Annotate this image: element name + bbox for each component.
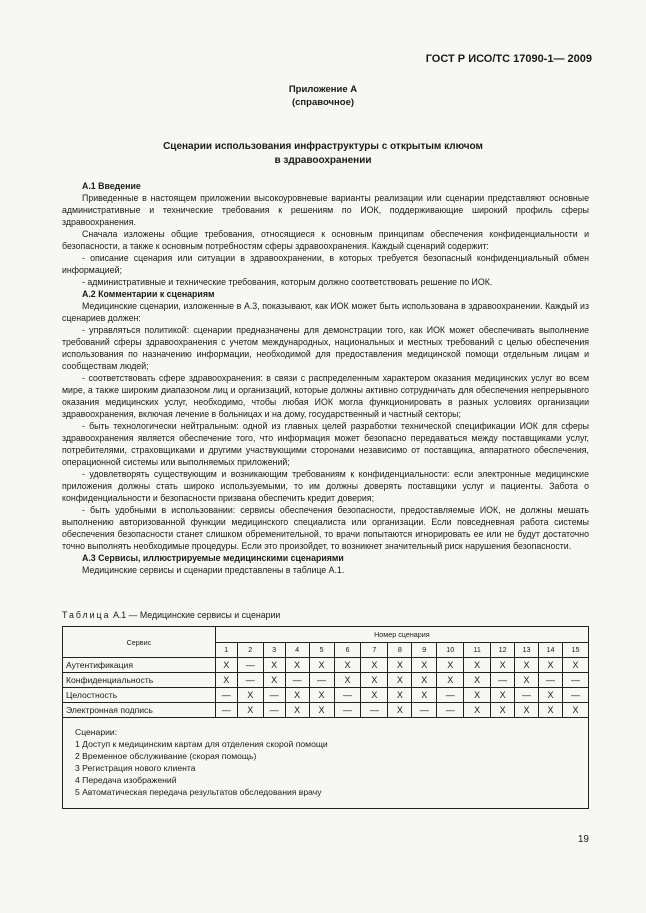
table-body (63, 658, 589, 809)
table-cell: — (263, 688, 285, 703)
scenario-number: 2 (237, 642, 263, 658)
paragraph: - быть удобными в использовании: сервисы обеспечения безопасности, предоставляемые ИОК, не должны мешать выполнению авторизованной функции медицинского специалиста или организации. Если повседневная работа системы обеспечения безопасности станет слишком обременительной, то врачи попытаются игнорировать ее или не будут достаточно точно выполнять необходимые процедуры. Если это произойдет, то возникнет значительный риск нарушения безопасности. (62, 505, 589, 551)
service-name: Целостность (63, 688, 216, 703)
body-text (62, 180, 589, 576)
table-cell: X (562, 703, 588, 718)
service-name: Электронная подпись (63, 703, 216, 718)
table-cell: X (464, 688, 491, 703)
table-cell: X (388, 673, 412, 688)
table-cell: X (334, 658, 361, 673)
table-cell: — (412, 703, 437, 718)
table-cell: — (515, 688, 539, 703)
scenario-number: 8 (388, 642, 412, 658)
table-cell: X (285, 703, 309, 718)
table-cell: X (491, 703, 515, 718)
table-cell: X (215, 658, 237, 673)
table-row (63, 688, 589, 703)
paragraph: - удовлетворять существующим и возникающим требованиям к конфиденциальности: если электронные медицинские приложения должны стать широко используемыми, то им должны доверять поставщики услуг и пациенты. Забота о конфиденциальности и безопасности призвана обеспечить кредит доверия; (62, 469, 589, 503)
scenarios-row (63, 718, 589, 809)
scenario-number: 15 (562, 642, 588, 658)
scenario-item: 5 Автоматическая передача результатов обследования врачу (75, 787, 322, 797)
service-name: Аутентификация (63, 658, 216, 673)
table-cell: — (491, 673, 515, 688)
table-cell: X (388, 658, 412, 673)
table-cell: X (515, 658, 539, 673)
table-cell: — (334, 688, 361, 703)
scenarios-title: Сценарии: (75, 727, 118, 737)
scenario-number: 9 (412, 642, 437, 658)
scenario-number: 10 (437, 642, 464, 658)
scenario-item: 3 Регистрация нового клиента (75, 763, 196, 773)
table-cell: X (237, 688, 263, 703)
table-cell: X (237, 703, 263, 718)
scenario-number: 7 (361, 642, 388, 658)
table-cell: — (285, 673, 309, 688)
service-column-header: Сервис (63, 627, 216, 658)
table-caption-prefix: Таблица (62, 610, 111, 620)
table-cell: X (309, 658, 334, 673)
table-cell: X (491, 688, 515, 703)
appendix-subtitle: (справочное) (291, 97, 355, 108)
table-cell: X (515, 703, 539, 718)
table-caption (62, 610, 280, 620)
table-cell: X (412, 673, 437, 688)
table-cell: X (437, 673, 464, 688)
table-cell: X (388, 703, 412, 718)
table-cell: X (388, 688, 412, 703)
table-cell: X (515, 673, 539, 688)
table-cell: X (285, 688, 309, 703)
service-name: Конфиденциальность (63, 673, 216, 688)
table-cell: — (334, 703, 361, 718)
table-cell: X (538, 703, 562, 718)
paragraph: - описание сценария или ситуации в здравоохранении, в которых требуется безопасный конфиденциальный обмен информацией; (62, 253, 589, 275)
table-cell: — (361, 703, 388, 718)
table-cell: — (309, 673, 334, 688)
table-cell: X (464, 703, 491, 718)
table-cell: X (361, 688, 388, 703)
table-cell: — (562, 673, 588, 688)
paragraph: Сначала изложены общие требования, относящиеся к основным принципам обеспечения конфиденциальности и безопасности, а также к основным потребностям сферы здравоохранения. Каждый сценарий содержит: (62, 229, 589, 251)
table-cell: — (263, 703, 285, 718)
table-cell: — (437, 688, 464, 703)
table-cell: — (237, 658, 263, 673)
table-cell: — (538, 673, 562, 688)
table-cell: X (263, 658, 285, 673)
paragraph: Медицинские сценарии, изложенные в А.3, показывают, как ИОК может быть использована в здравоохранении. Каждый из сценариев должен: (62, 301, 589, 323)
paragraph: - соответствовать сфере здравоохранения: в связи с распределенным характером оказания медицинских услуг во всем мире, а также широким диапазоном лиц и организаций, которые должны активно сотрудничать для обеспечения непрерывного оказания медицинских услуг, необходимо, чтобы любая ИОК могла функционировать в разных условиях организации здравоохранения, включая лечение в больницах и на дому, государственный и частный секторы; (62, 373, 589, 419)
table-cell: — (215, 703, 237, 718)
table-cell: X (412, 688, 437, 703)
table-caption-rest: А.1 — Медицинские сервисы и сценарии (110, 610, 281, 620)
standard-header: ГОСТ Р ИСО/ТС 17090-1— 2009 (425, 53, 592, 65)
scenario-item: 4 Передача изображений (75, 775, 177, 785)
table-cell: — (215, 688, 237, 703)
table-cell: X (412, 658, 437, 673)
table-row (63, 673, 589, 688)
table-cell: — (562, 688, 588, 703)
scenario-item: 2 Временное обслуживание (скорая помощь) (75, 751, 257, 761)
table-cell: X (464, 673, 491, 688)
section-heading: А.3 Сервисы, иллюстрируемые медицинскими сценариями (82, 553, 344, 563)
table-cell: X (309, 703, 334, 718)
table-cell: X (263, 673, 285, 688)
table-cell: — (437, 703, 464, 718)
scenario-number: 4 (285, 642, 309, 658)
table-row (63, 703, 589, 718)
document-title-line1: Сценарии использования инфраструктуры с открытым ключом (163, 141, 483, 152)
paragraph: Приведенные в настоящем приложении высокоуровневые варианты реализации или сценарии представляют основные административные и технические требования к решениям по ИОК, поддерживающие широкий профиль сферы здравоохранения. (62, 193, 589, 227)
scenario-number: 14 (538, 642, 562, 658)
section-heading: А.1 Введение (82, 181, 141, 191)
paragraph: - быть технологически нейтральным: одной из главных целей разработки технической спецификации ИОК для сферы здравоохранения является обеспечение того, что информация может безопасно передаваться между поставщиками услуг, потребителями, страховщиками и другими участвующими сторонами независимо от поставщика, аппаратного обеспечения, операционной системы или выполняемых приложений; (62, 421, 589, 467)
scenario-number: 12 (491, 642, 515, 658)
scenario-number: 11 (464, 642, 491, 658)
paragraph: Медицинские сервисы и сценарии представлены в таблице А.1. (82, 565, 345, 575)
scenario-item: 1 Доступ к медицинским картам для отделения скорой помощи (75, 739, 328, 749)
table-cell: X (538, 688, 562, 703)
scenario-number: 5 (309, 642, 334, 658)
table-row (63, 658, 589, 673)
scenario-number: 1 (215, 642, 237, 658)
scenario-number-header: Номер сценария (215, 627, 588, 643)
scenarios-list (63, 718, 589, 809)
section-heading: А.2 Комментарии к сценариям (82, 289, 215, 299)
table-cell: X (437, 658, 464, 673)
page-number: 19 (577, 834, 589, 845)
paragraph: - управляться политикой: сценарии предназначены для демонстрации того, как ИОК может обеспечивать выполнение требований сферы здравоохранения с учетом международных, национальных и местных требований с целью обеспечения использования по назначению информации, необходимой для предоставления медицинской помощи отдельным лицам и сообществам людей; (62, 325, 589, 371)
scenario-number: 3 (263, 642, 285, 658)
table-cell: X (464, 658, 491, 673)
table-cell: X (309, 688, 334, 703)
table-cell: — (237, 673, 263, 688)
scenario-number: 6 (334, 642, 361, 658)
paragraph: - административные и технические требования, которым должно соответствовать решение по ИОК. (82, 277, 493, 287)
scenario-number: 13 (515, 642, 539, 658)
table-cell: X (491, 658, 515, 673)
table-cell: X (361, 673, 388, 688)
table-cell: X (334, 673, 361, 688)
document-title-line2: в здравоохранении (274, 155, 372, 166)
table-cell: X (285, 658, 309, 673)
services-table (62, 626, 589, 809)
table-cell: X (361, 658, 388, 673)
appendix-title: Приложение А (288, 84, 358, 95)
table-cell: X (215, 673, 237, 688)
table-cell: X (562, 658, 588, 673)
table-cell: X (538, 658, 562, 673)
